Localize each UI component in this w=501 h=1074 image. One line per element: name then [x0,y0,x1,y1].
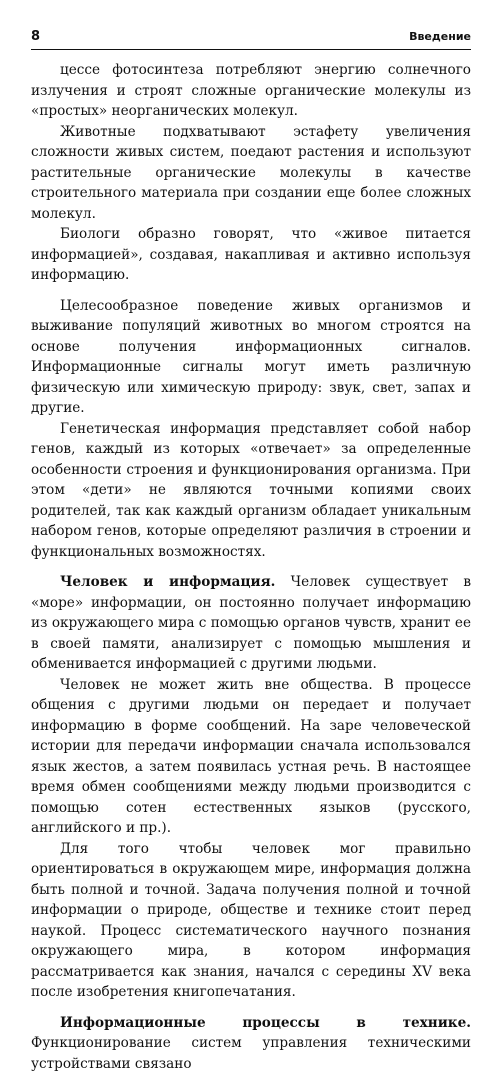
paragraph-text: Целесообразное поведение живых организмов и выживание популяций животных во многом строятся на основе получения информационных сигналов. Информационные сигналы могут иметь различную физическую или химическую природу: звук, свет, запах и другие. [31,298,471,417]
page-number: 8 [31,29,40,44]
paragraph-text: Биологи образно говорят, что «живое питается информацией», создавая, накапливая и активно используя информацию. [31,226,471,283]
paragraph-text: Функционирование систем управления техническими устройствами связано [31,1035,471,1072]
paragraph [31,675,471,839]
running-title: Введение [409,30,471,43]
paragraph-text: Человек существует в «море» информации, он постоянно получает информацию из окружающего мира с помощью органов чувств, хранит ее в своей памяти, анализирует с помощью мышления и обменивается информацией с другими людьми. [31,574,471,672]
section-paragraph [31,1013,471,1074]
paragraph [31,296,471,419]
paragraph [31,839,471,1003]
paragraph [31,122,471,225]
paragraph-text: цессе фотосинтеза потребляют энергию солнечного излучения и строят сложные органические молекулы из «простых» неорганических молекул. [31,62,471,119]
paragraph-text: Животные подхватывают эстафету увеличения сложности живых систем, поедают растения и используют растительные органические молекулы в качестве строительного материала при создании еще более сложных молекул. [31,124,471,222]
paragraph [31,419,471,563]
paragraph-continuation [31,60,471,122]
page-header [31,27,471,50]
paragraph [31,224,471,286]
paragraph-text: Человек не может жить вне общества. В процессе общения с другими людьми он передает и получает информацию в форме сообщений. На заре человеческой истории для передачи информации сначала использовался язык жестов, а затем появилась устная речь. В настоящее время обмен сообщениями между людьми производится с помощью сотен естественных языков (русского, английского и пр.). [31,677,471,837]
run-in-heading: Информационные процессы в технике. [60,1015,471,1031]
paragraph-text: Для того чтобы человек мог правильно ориентироваться в окружающем мире, информация должна быть полной и точной. Задача получения полной и точной информации о природе, обществе и технике стоит перед наукой. Процесс систематического научного познания окружающего мира, в котором информация рассматривается как знания, начался с середины XV века после изобретения книгопечатания. [31,841,471,1001]
body-text [31,60,471,1074]
run-in-heading: Человек и информация. [60,574,275,590]
section-paragraph [31,572,471,675]
paragraph-text: Генетическая информация представляет собой набор генов, каждый из которых «отвечает» за определенные особенности строения и функционирования организма. При этом «дети» не являются точными копиями своих родителей, так как каждый организм обладает уникальным набором генов, которые определяют различия в строении и функциональных возможностях. [31,421,471,560]
